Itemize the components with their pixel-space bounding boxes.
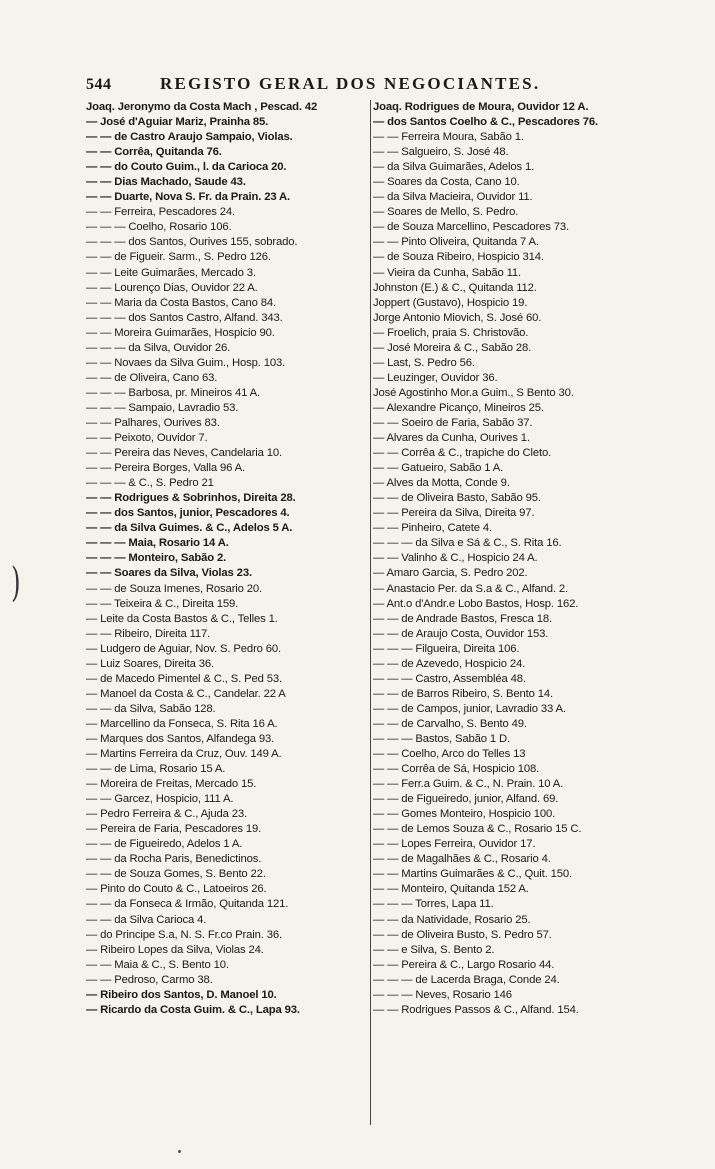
directory-entry: — — Peixoto, Ouvidor 7. — [86, 432, 208, 445]
directory-entry: Joaq. Rodrigues de Moura, Ouvidor 12 A. — [373, 101, 589, 113]
directory-entry: — — de Araujo Costa, Ouvidor 153. — [373, 627, 549, 640]
directory-entry: — — — Bastos, Sabão 1 D. — [373, 732, 511, 745]
directory-entry: — Ludgero de Aguiar, Nov. S. Pedro 60. — [86, 642, 282, 655]
directory-entry: — Soares da Costa, Cano 10. — [373, 176, 520, 189]
directory-entry: — — Corrêa, Quitanda 76. — [86, 146, 222, 159]
column-divider — [370, 100, 371, 1125]
directory-entry: — — Valinho & C., Hospicio 24 A. — [373, 552, 538, 565]
directory-entry: — — — dos Santos, Ourives 155, sobrado. — [86, 236, 298, 249]
directory-entry: — — Martins Guimarães & C., Quit. 150. — [373, 868, 572, 881]
directory-entry: — do Principe S.a, N. S. Fr.co Prain. 36. — [86, 928, 283, 941]
directory-entry: — — Coelho, Arco do Telles 13 — [373, 748, 526, 761]
directory-entry: — — Leite Guimarães, Mercado 3. — [86, 266, 256, 279]
directory-entry: — — Pinto Oliveira, Quitanda 7 A. — [373, 236, 539, 249]
directory-entry: — da Silva Guimarães, Adelos 1. — [373, 161, 535, 174]
directory-entry: — Leite da Costa Bastos & C., Telles 1. — [86, 612, 278, 625]
directory-entry: — Vieira da Cunha, Sabão 11. — [373, 266, 521, 279]
left-column — [86, 100, 370, 1018]
directory-entry: — Pedro Ferreira & C., Ajuda 23. — [86, 808, 247, 821]
directory-entry: — — de Figueiredo, Adelos 1 A. — [86, 838, 243, 851]
directory-entry: — Manoel da Costa & C., Candelar. 22 A — [86, 687, 286, 700]
directory-entry: — — de Azevedo, Hospicio 24. — [373, 657, 526, 670]
directory-entry: — — Pereira da Silva, Direita 97. — [373, 507, 535, 520]
directory-entry: — — Ferr.a Guim. & C., N. Prain. 10 A. — [373, 778, 564, 791]
directory-entry: Johnston (E.) & C., Quitanda 112. — [373, 281, 537, 294]
directory-entry: — — da Fonseca & Irmão, Quitanda 121. — [86, 898, 289, 911]
directory-entry: — — Teixeira & C., Direita 159. — [86, 597, 239, 610]
directory-entry: — — — Monteiro, Sabão 2. — [86, 552, 227, 565]
directory-entry: — — de Magalhães & C., Rosario 4. — [373, 853, 551, 866]
directory-entry: — — — de Lacerda Braga, Conde 24. — [373, 973, 560, 986]
directory-entry: — — Garcez, Hospicio, 111 A. — [86, 793, 234, 806]
directory-entry: — — de Figueir. Sarm., S. Pedro 126. — [86, 251, 271, 264]
directory-entry: — dos Santos Coelho & C., Pescadores 76. — [373, 116, 599, 129]
directory-entry: — — Dias Machado, Saude 43. — [86, 176, 246, 189]
directory-entry: — — de Carvalho, S. Bento 49. — [373, 717, 527, 730]
directory-entry: — — — dos Santos Castro, Alfand. 343. — [86, 311, 283, 324]
directory-entry: — — Pereira & C., Largo Rosario 44. — [373, 958, 555, 971]
directory-entry: — Marcellino da Fonseca, S. Rita 16 A. — [86, 717, 278, 730]
directory-entry: — — — & C., S. Pedro 21 — [86, 477, 214, 490]
directory-entry: — José d'Aguiar Mariz, Prainha 85. — [86, 116, 269, 129]
directory-entry: — Moreira de Freitas, Mercado 15. — [86, 778, 257, 791]
directory-entry: — — da Rocha Paris, Benedictinos. — [86, 853, 262, 866]
directory-entry: — — — Neves, Rosario 146 — [373, 988, 512, 1001]
directory-entry: — — — Sampaio, Lavradio 53. — [86, 401, 239, 414]
directory-entry: Jorge Antonio Miovich, S. José 60. — [373, 311, 542, 324]
directory-entry: — Amaro Garcia, S. Pedro 202. — [373, 567, 528, 580]
directory-entry: — Luiz Soares, Direita 36. — [86, 657, 214, 670]
directory-entry: — — — da Silva, Ouvidor 26. — [86, 341, 231, 354]
directory-entry: — — — Barbosa, pr. Mineiros 41 A. — [86, 386, 260, 399]
directory-entry: — — — Maia, Rosario 14 A. — [86, 537, 229, 550]
directory-entry: — — Lopes Ferreira, Ouvidor 17. — [373, 838, 536, 851]
directory-entry: — de Souza Marcellino, Pescadores 73. — [373, 221, 570, 234]
directory-entry: — — Ferreira, Pescadores 24. — [86, 206, 235, 219]
directory-entry: — — — Filgueira, Direita 106. — [373, 642, 520, 655]
directory-entry: — Ribeiro Lopes da Silva, Violas 24. — [86, 943, 264, 956]
directory-entry: — — de Souza Imenes, Rosario 20. — [86, 582, 263, 595]
directory-entry: — Ribeiro dos Santos, D. Manoel 10. — [86, 988, 277, 1001]
directory-entry: — — de Barros Ribeiro, S. Bento 14. — [373, 687, 553, 700]
directory-entry: — — Rodrigues Passos & C., Alfand. 154. — [373, 1003, 579, 1016]
directory-entry: — — do Couto Guim., l. da Carioca 20. — [86, 161, 287, 174]
directory-entry: — — Pinheiro, Catete 4. — [373, 522, 492, 535]
directory-entry: — — de Castro Araujo Sampaio, Violas. — [86, 131, 293, 144]
directory-entry: — de Souza Ribeiro, Hospicio 314. — [373, 251, 544, 264]
directory-entry: — — da Silva Carioca 4. — [86, 913, 207, 926]
directory-entry: — — de Andrade Bastos, Fresca 18. — [373, 612, 553, 625]
directory-entry: — — — Castro, Assembléa 48. — [373, 672, 526, 685]
directory-entry: — Last, S. Pedro 56. — [373, 356, 475, 369]
directory-entry: — — Soeiro de Faria, Sabão 37. — [373, 416, 533, 429]
directory-entry: — — Gatueiro, Sabão 1 A. — [373, 462, 504, 475]
directory-entry: — — Salgueiro, S. José 48. — [373, 146, 509, 159]
directory-entry: — — Gomes Monteiro, Hospicio 100. — [373, 808, 556, 821]
directory-entry: Joaq. Jeronymo da Costa Mach , Pescad. 42 — [86, 101, 318, 113]
directory-entry: — — Ferreira Moura, Sabão 1. — [373, 131, 524, 144]
directory-entry: — Froelich, praia S. Christovão. — [373, 326, 529, 339]
directory-entry: — de Macedo Pimentel & C., S. Ped 53. — [86, 672, 283, 685]
directory-entry: — — Palhares, Ourives 83. — [86, 416, 220, 429]
directory-entry: — — de Lima, Rosario 15 A. — [86, 763, 226, 776]
directory-entry: — — de Lemos Souza & C., Rosario 15 C. — [373, 823, 582, 836]
directory-entry: Joppert (Gustavo), Hospicio 19. — [373, 296, 528, 309]
directory-entry: — — — da Silva e Sá & C., S. Rita 16. — [373, 537, 562, 550]
directory-entry: — — — Coelho, Rosario 106. — [86, 221, 232, 234]
directory-entry: — — Pereira Borges, Valla 96 A. — [86, 462, 246, 475]
margin-mark: ) — [11, 560, 21, 606]
page-speck — [178, 1150, 181, 1153]
directory-entry: — — Moreira Guimarães, Hospicio 90. — [86, 326, 275, 339]
directory-entry: — — e Silva, S. Bento 2. — [373, 943, 495, 956]
directory-entry: — Alvares da Cunha, Ourives 1. — [373, 432, 530, 445]
directory-entry: — — Corrêa & C., trapiche do Cleto. — [373, 447, 552, 460]
directory-entry: José Agostinho Mor.a Guim., S Bento 30. — [373, 386, 574, 399]
directory-entry: — — de Figueiredo, junior, Alfand. 69. — [373, 793, 559, 806]
right-column — [373, 100, 679, 1018]
directory-entry: — — Ribeiro, Direita 117. — [86, 627, 211, 640]
directory-entry: — — Rodrigues & Sobrinhos, Direita 28. — [86, 492, 296, 505]
directory-entry: — Ricardo da Costa Guim. & C., Lapa 93. — [86, 1003, 300, 1016]
directory-entry: — — Soares da Silva, Violas 23. — [86, 567, 252, 580]
directory-entry: — Pereira de Faria, Pescadores 19. — [86, 823, 262, 836]
running-head: REGISTO GERAL DOS NEGOCIANTES. — [160, 74, 541, 93]
directory-entry: — Leuzinger, Ouvidor 36. — [373, 371, 498, 384]
directory-entry: — Alexandre Picanço, Mineiros 25. — [373, 401, 544, 414]
directory-entry: — Anastacio Per. da S.a & C., Alfand. 2. — [373, 582, 568, 595]
directory-entry: — — de Oliveira, Cano 63. — [86, 371, 218, 384]
directory-entry: — — de Campos, junior, Lavradio 33 A. — [373, 702, 566, 715]
directory-entry: — — Maria da Costa Bastos, Cano 84. — [86, 296, 277, 309]
directory-entry: — — da Natividade, Rosario 25. — [373, 913, 531, 926]
directory-entry: — Soares de Mello, S. Pedro. — [373, 206, 519, 219]
directory-entry: — José Moreira & C., Sabão 28. — [373, 341, 532, 354]
directory-entry: — Pinto do Couto & C., Latoeiros 26. — [86, 883, 267, 896]
page-number: 544 — [86, 76, 112, 93]
directory-entry: — — Lourenço Dias, Ouvidor 22 A. — [86, 281, 258, 294]
directory-entry: — Alves da Motta, Conde 9. — [373, 477, 510, 490]
directory-entry: — — da Silva, Sabão 128. — [86, 702, 216, 715]
directory-entry: — — Pedroso, Carmo 38. — [86, 973, 213, 986]
directory-entry: — Marques dos Santos, Alfandega 93. — [86, 732, 275, 745]
directory-entry: — Ant.o d'Andr.e Lobo Bastos, Hosp. 162. — [373, 597, 579, 610]
directory-entry: — — — Torres, Lapa 11. — [373, 898, 494, 911]
directory-entry: — — Monteiro, Quitanda 152 A. — [373, 883, 529, 896]
directory-entry: — — Corrêa de Sá, Hospicio 108. — [373, 763, 540, 776]
directory-entry: — — dos Santos, junior, Pescadores 4. — [86, 507, 290, 520]
directory-entry: — — Duarte, Nova S. Fr. da Prain. 23 A. — [86, 191, 291, 204]
directory-entry: — da Silva Macieira, Ouvidor 11. — [373, 191, 533, 204]
directory-entry: — — da Silva Guimes. & C., Adelos 5 A. — [86, 522, 293, 535]
directory-entry: — — Novaes da Silva Guim., Hosp. 103. — [86, 356, 286, 369]
directory-entry: — — de Souza Gomes, S. Bento 22. — [86, 868, 266, 881]
directory-entry: — — de Oliveira Busto, S. Pedro 57. — [373, 928, 552, 941]
directory-entry: — — Maia & C., S. Bento 10. — [86, 958, 229, 971]
directory-entry: — — Pereira das Neves, Candelaria 10. — [86, 447, 283, 460]
directory-entry: — Martins Ferreira da Cruz, Ouv. 149 A. — [86, 748, 282, 761]
directory-entry: — — de Oliveira Basto, Sabão 95. — [373, 492, 541, 505]
